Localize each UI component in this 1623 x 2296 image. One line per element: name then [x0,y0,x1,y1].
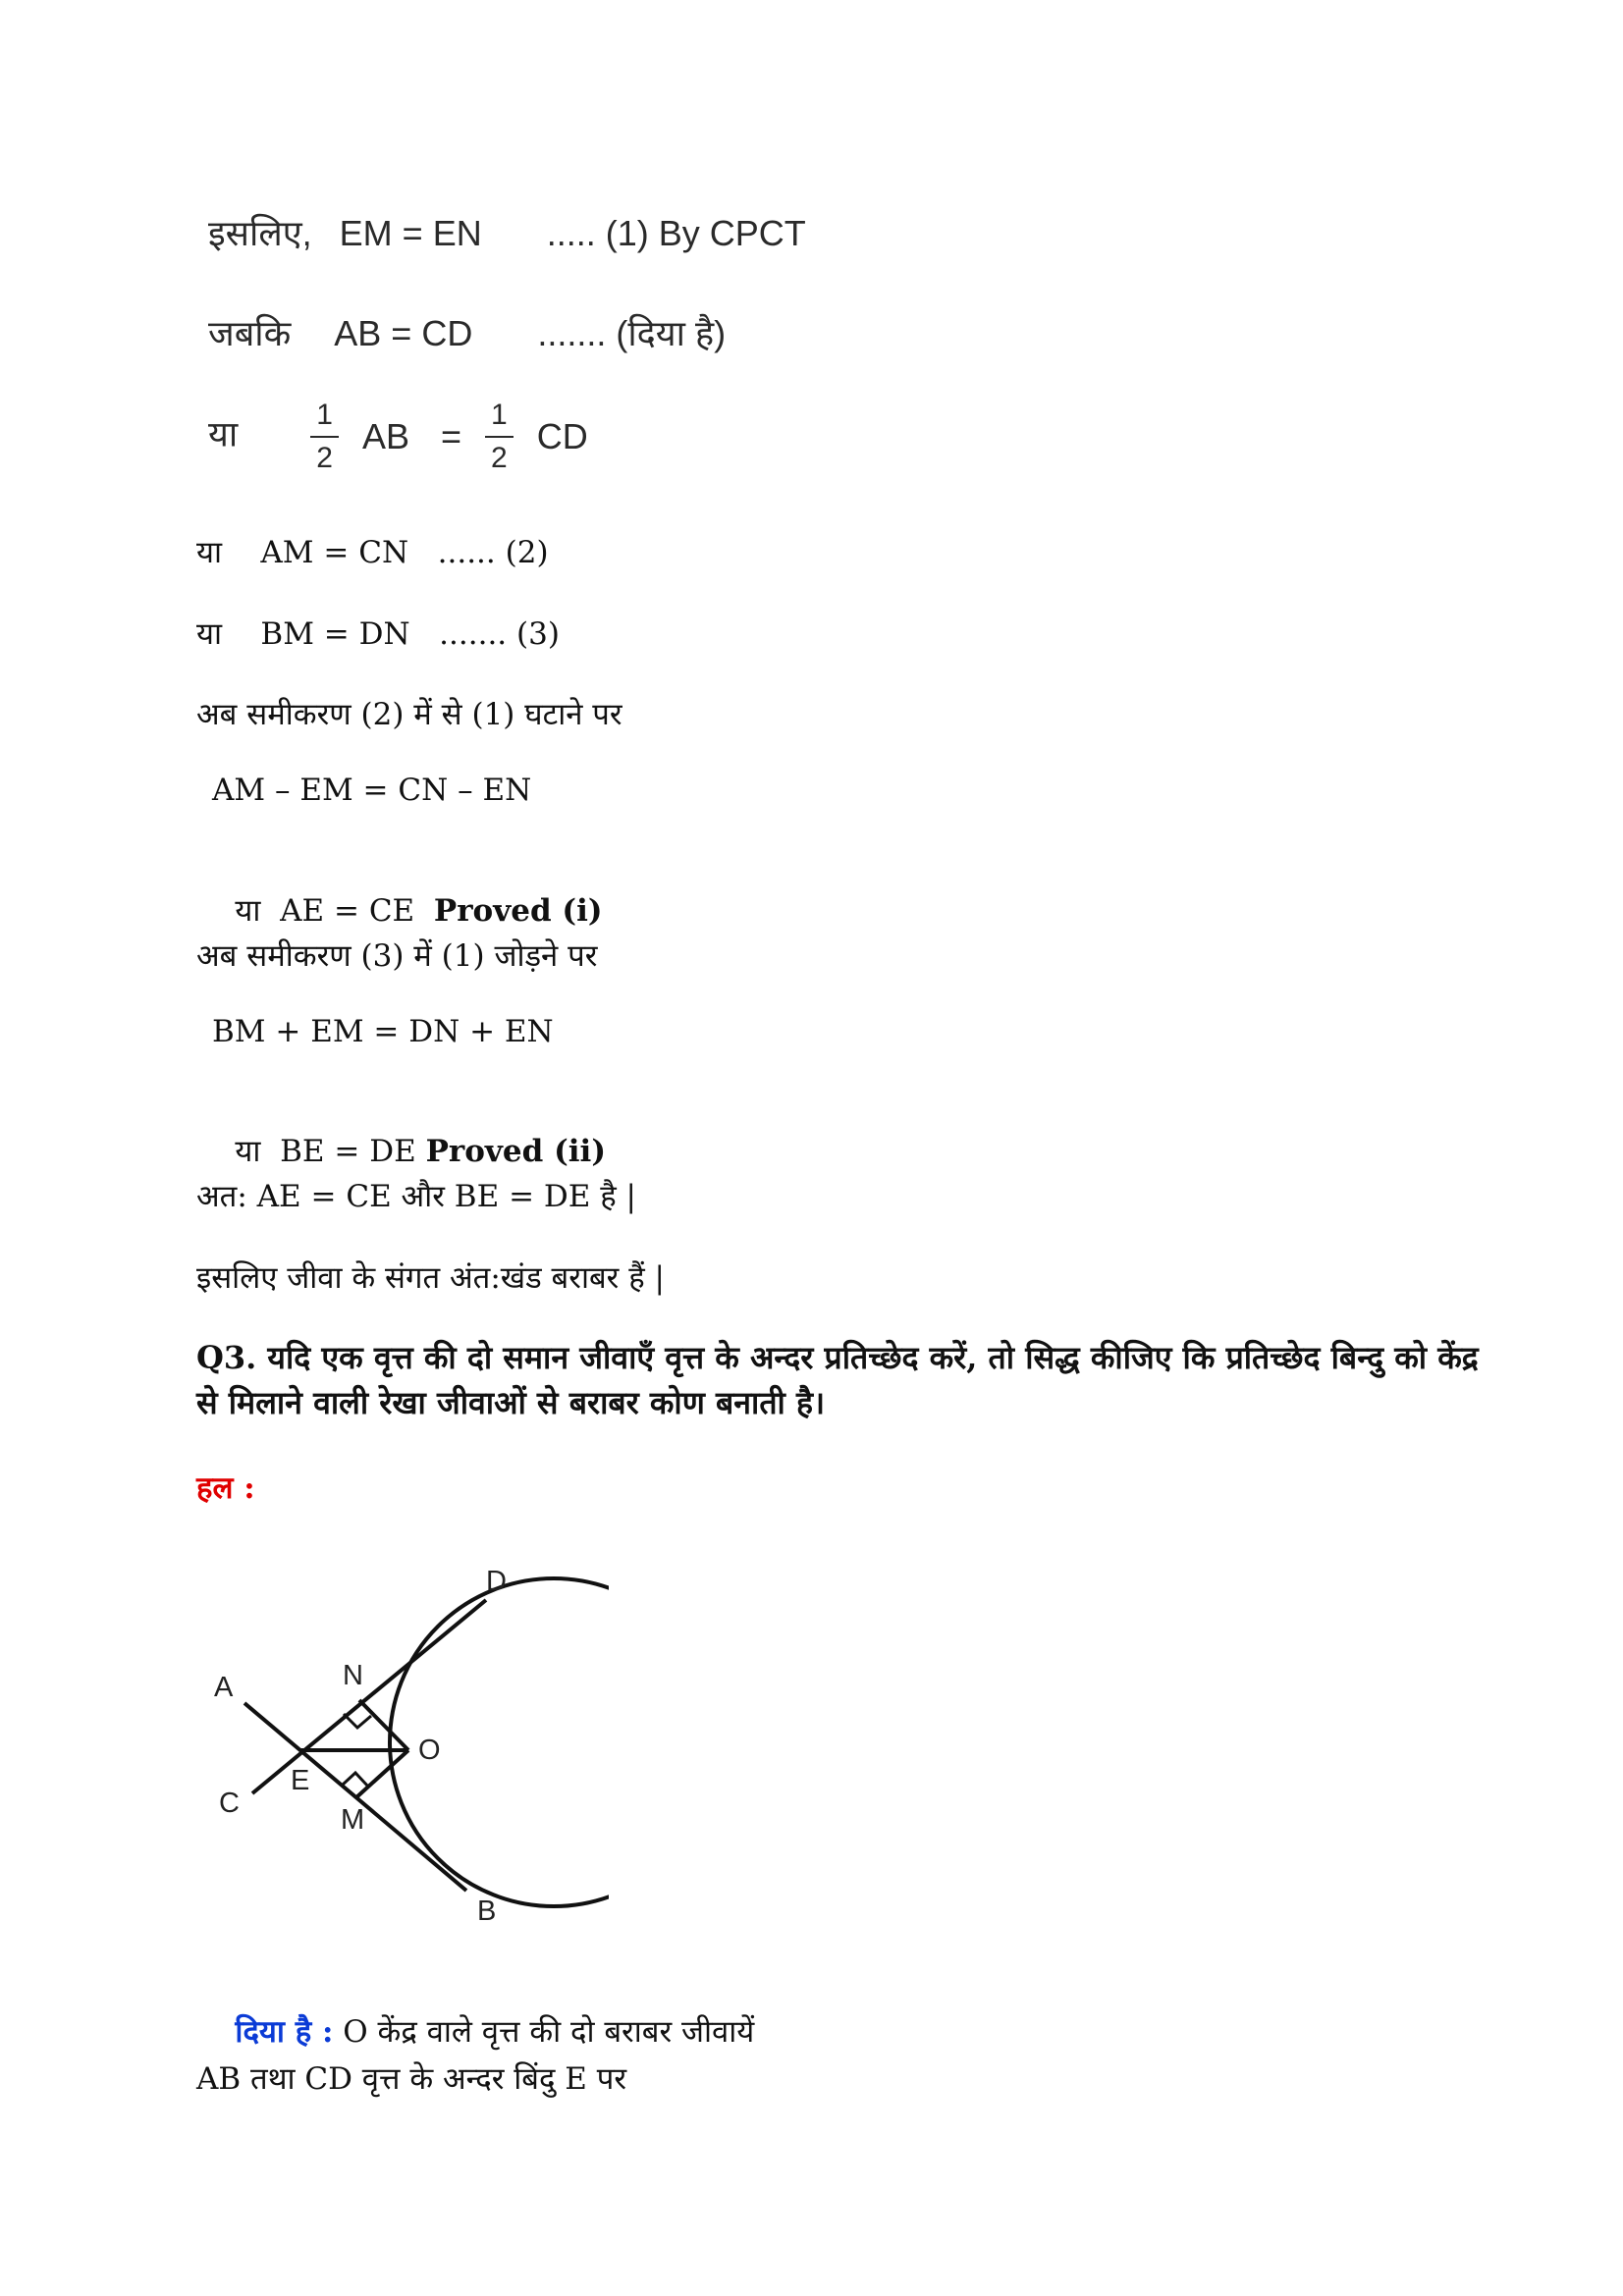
eq1-prefix: इसलिए, [208,213,312,253]
segment-on [359,1700,408,1750]
equation-line-2 [208,308,726,356]
step-be-de-text: या BE = DE [235,1134,426,1169]
step-conclusion: अत: AE = CE और BE = DE है | [196,1179,636,1214]
step-subtract-intro: अब समीकरण (2) में से (1) घटाने पर [196,697,622,732]
step-bm-dn: या BM = DN ....... (3) [196,616,560,652]
eq3-right: CD [536,416,588,456]
frac2-numerator: 1 [491,399,508,431]
frac1-numerator: 1 [316,399,333,431]
label-a: A [214,1672,234,1703]
step-add-eq: BM + EM = DN + EN [212,1014,554,1049]
eq3-equals: = [440,416,462,456]
eq1-equation: EM = EN [339,213,482,253]
label-o: O [418,1735,441,1766]
label-c: C [219,1788,240,1819]
eq3-left: AB [361,416,409,456]
eq1-reference: ..... (1) By CPCT [546,213,806,253]
eq3-prefix: या [208,413,239,454]
equation-line-3 [208,400,588,473]
label-e: E [291,1765,310,1796]
step-subtract-eq: AM – EM = CN – EN [212,773,532,808]
step-add-intro: अब समीकरण (3) में (1) जोड़ने पर [196,938,598,974]
label-n: N [343,1660,363,1691]
label-b: B [477,1896,497,1924]
frac2-denominator: 2 [491,442,508,474]
right-angle-n [344,1714,371,1728]
chord-cd [252,1600,486,1793]
given-label: दिया है : [235,2014,334,2050]
solution-label: हल : [196,1470,255,1506]
step-ae-ce-text: या AE = CE [235,893,434,929]
proved-i-label: Proved (i) [433,893,603,929]
proved-ii-label: Proved (ii) [425,1134,606,1169]
right-angle-m [343,1773,368,1787]
given-text: O केंद्र वाले वृत्त की दो बराबर जीवायें [333,2014,755,2050]
step-final-statement: इसलिए जीवा के संगत अंत:खंड बराबर हैं | [196,1260,665,1296]
label-m: M [341,1804,365,1836]
fraction-half-2 [485,400,514,473]
given-line-2: AB तथा CD वृत्त के अन्दर बिंदु E पर [196,2061,627,2097]
eq2-equation: AB = CD [334,313,473,353]
fraction-half-1 [310,400,339,473]
eq2-prefix: जबकि [208,313,292,353]
step-am-cn: या AM = CN ...... (2) [196,535,549,570]
frac1-denominator: 2 [316,442,333,474]
eq2-reference: ....... (दिया है) [537,313,727,353]
circle-figure [196,1551,609,1924]
question-q3: Q3. यदि एक वृत्त की दो समान जीवाएँ वृत्त के अन्दर प्रतिच्छेद करें, तो सिद्ध कीजिए कि प्रतिच्छेद बिन्दु को केंद्र से मिलाने वाली रेखा जीवाओं से बराबर कोण बनाती है। [196,1339,1479,1421]
label-d: D [486,1566,507,1597]
segment-om [355,1750,408,1798]
equation-line-1 [208,208,806,256]
